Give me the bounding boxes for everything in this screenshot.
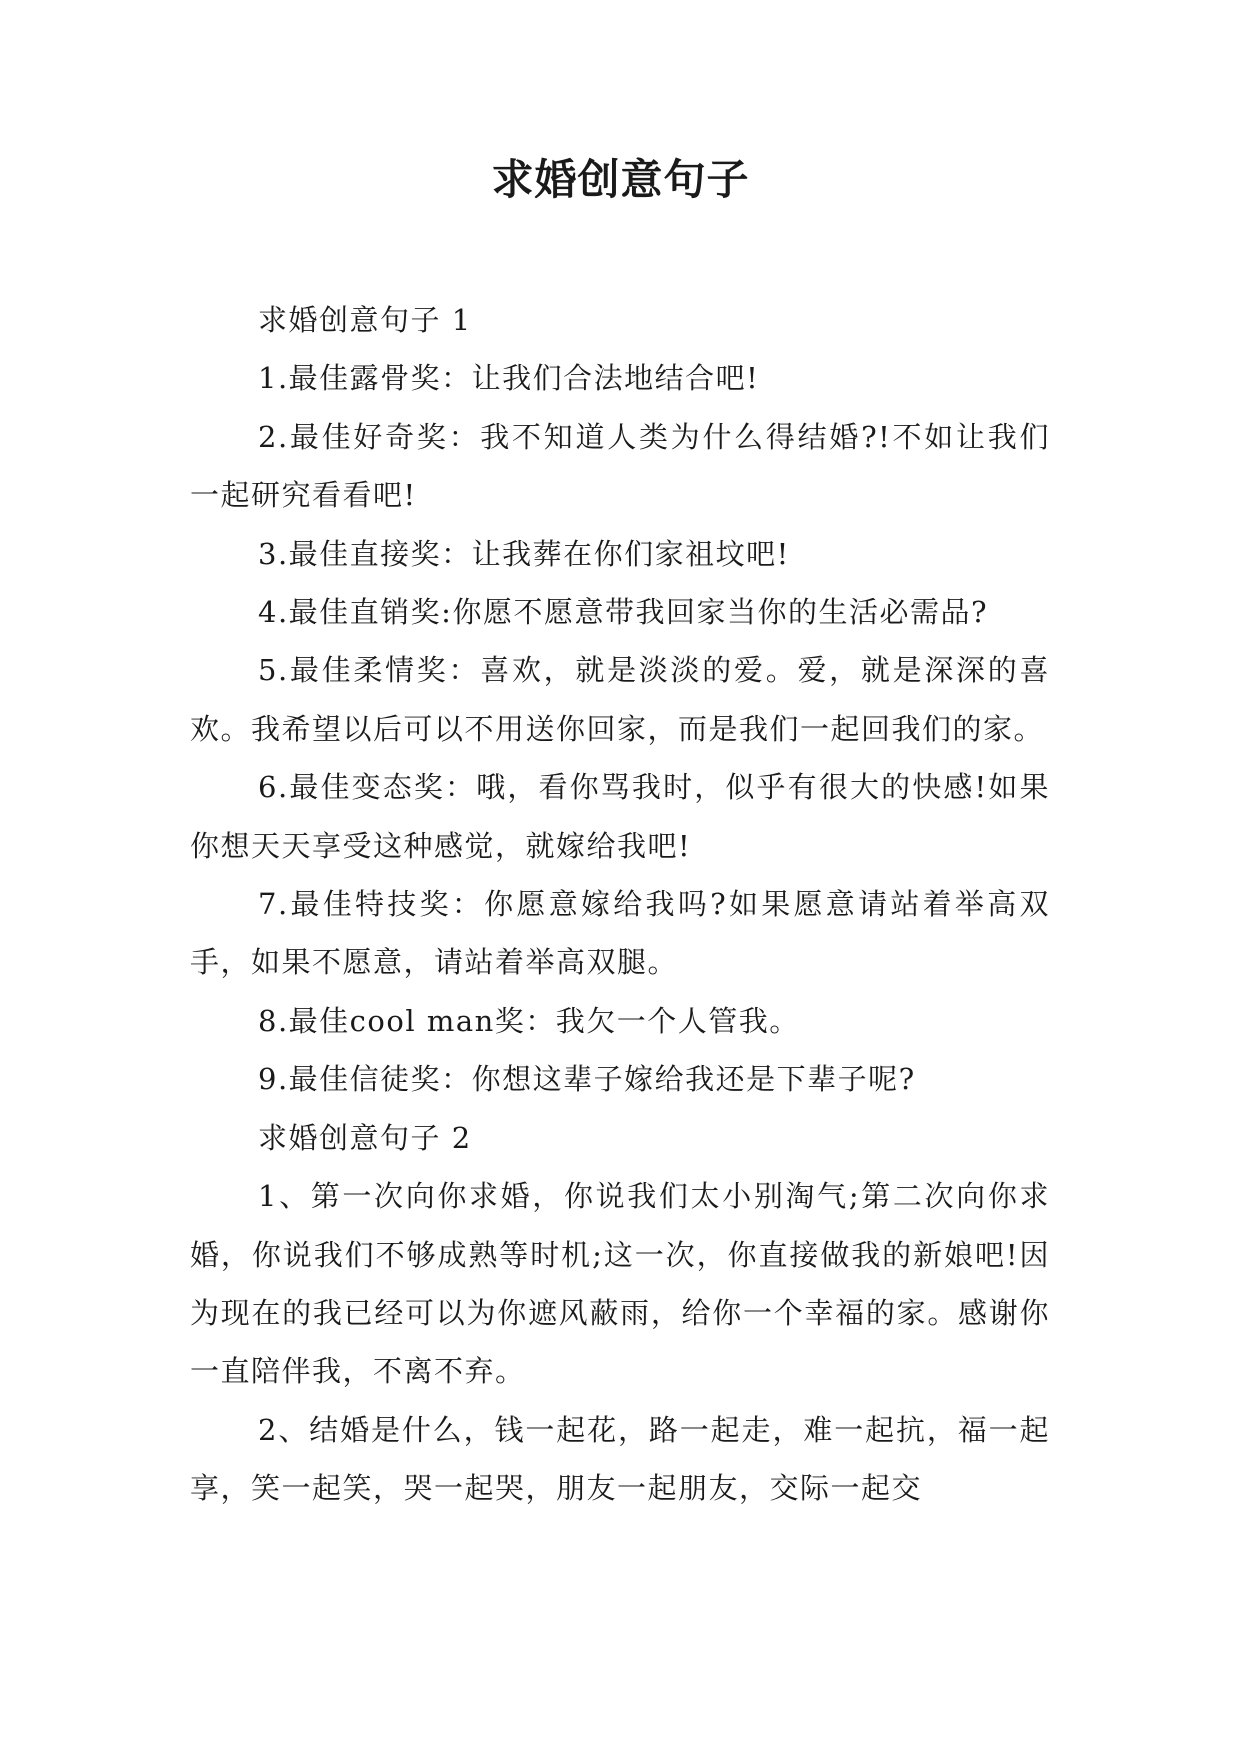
list-item: 4.最佳直销奖:你愿不愿意带我回家当你的生活必需品? (258, 595, 988, 630)
section-heading: 求婚创意句子 1 (258, 303, 472, 337)
list-item: 5.最佳柔情奖：喜欢，就是淡淡的爱。爱，就是深深的喜欢。我希望以后可以不用送你回家，而是我们一起回我们的家。 (190, 653, 1050, 746)
list-item: 1.最佳露骨奖：让我们合法地结合吧! (258, 361, 760, 396)
list-item: 9.最佳信徒奖：你想这辈子嫁给我还是下辈子呢? (258, 1062, 916, 1097)
document-body (190, 291, 1050, 1518)
list-item: 2、结婚是什么，钱一起花，路一起走，难一起抗，福一起享，笑一起笑，哭一起哭，朋友一起朋友，交际一起交 (190, 1412, 1050, 1506)
list-item: 8.最佳cool man奖：我欠一个人管我。 (258, 1003, 800, 1038)
section-heading: 求婚创意句子 2 (258, 1120, 472, 1155)
list-item: 2.最佳好奇奖：我不知道人类为什么得结婚?!不如让我们一起研究看看吧! (190, 419, 1050, 513)
list-item: 7.最佳特技奖：你愿意嫁给我吗?如果愿意请站着举高双手，如果不愿意，请站着举高双腿。 (190, 887, 1050, 980)
list-item: 6.最佳变态奖：哦，看你骂我时，似乎有很大的快感!如果你想天天享受这种感觉，就嫁给我吧! (190, 770, 1050, 863)
document-title: 求婚创意句子 (491, 155, 750, 204)
list-item: 3.最佳直接奖：让我葬在你们家祖坟吧! (258, 536, 790, 571)
list-item: 1、第一次向你求婚，你说我们太小别淘气;第二次向你求婚，你说我们不够成熟等时机;这一次，你直接做我的新娘吧!因为现在的我已经可以为你遮风蔽雨，给你一个幸福的家。感谢你一直陪伴我，不离不弃。 (190, 1179, 1050, 1389)
